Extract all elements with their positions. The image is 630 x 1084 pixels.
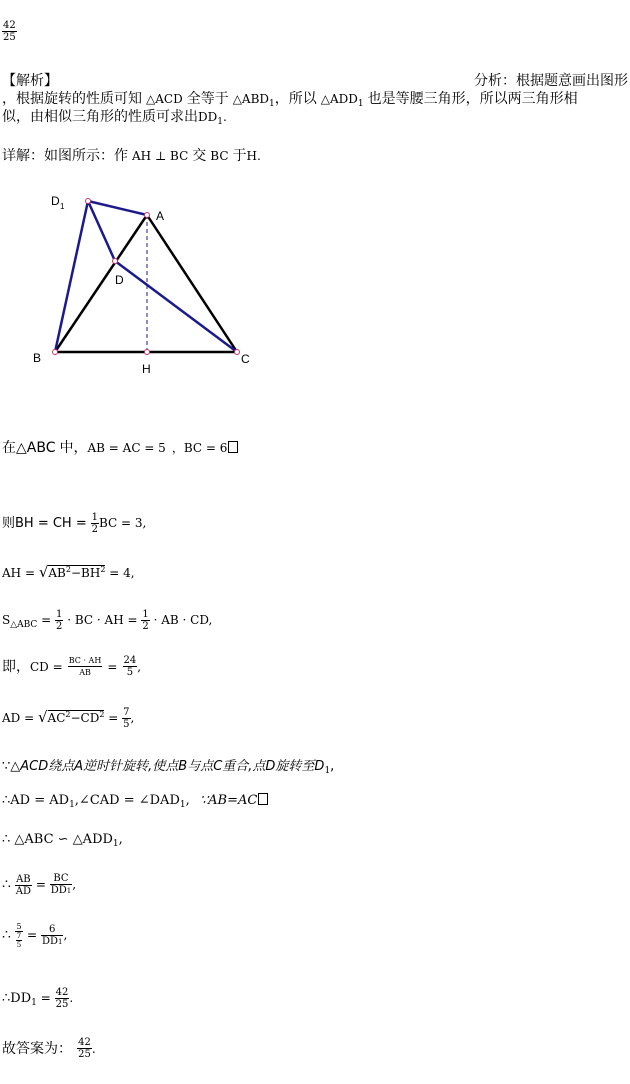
subscript: △ABC [10, 620, 38, 630]
top-answer [2, 20, 17, 43]
label-d: D [115, 273, 124, 287]
fraction [122, 707, 130, 730]
subscript: 1 [179, 800, 186, 810]
math-text: ∴ [2, 927, 11, 943]
missing-glyph-box [228, 441, 238, 453]
fraction [141, 609, 149, 632]
math-text: AD = [2, 711, 35, 725]
math-text: ,∠CAD = ∠DAD [74, 793, 180, 808]
math-text: , [130, 711, 135, 725]
math-text: △ACD [146, 92, 183, 106]
analysis-text: ，所以 [274, 91, 317, 107]
step-text: 即， [2, 659, 30, 675]
segment-ac [147, 215, 237, 352]
detail-text: 交 [192, 148, 207, 164]
sqrt-sign: √ [38, 563, 49, 581]
fraction-denominator: 5 [123, 719, 130, 730]
label-d1: D [51, 194, 60, 208]
math-text: , [63, 928, 68, 942]
step-1 [2, 437, 238, 457]
fraction [41, 924, 64, 948]
math-text: , [137, 660, 142, 674]
fraction-denominator: 25 [55, 999, 69, 1010]
math-text: −CD [70, 711, 100, 725]
fraction-numerator: 7 [16, 932, 22, 940]
analysis-text: 似，由相似三角形的性质可求出 [2, 109, 198, 125]
superscript: 2 [65, 565, 71, 574]
fraction-numerator: 1 [56, 609, 63, 620]
math-text: △ADD [320, 92, 358, 106]
math-text: · AB · CD, [153, 613, 213, 627]
fraction [68, 655, 103, 678]
math-text: AH ⊥ BC [132, 149, 189, 163]
fraction-denominator [41, 936, 64, 948]
subscript: 1 [57, 937, 63, 946]
point-h [145, 350, 150, 355]
fraction-numerator: 42 [78, 1037, 91, 1048]
subscript: 1 [324, 766, 331, 776]
analysis-tag: 【解析】 [2, 73, 58, 89]
fraction-numerator: 42 [55, 987, 69, 998]
analysis-line-3: 似，由相似三角形的性质可求出$DD_1$. [2, 109, 227, 127]
math-text: = [35, 877, 46, 892]
math-text: AB = AC = 5 [87, 441, 166, 455]
fraction [55, 609, 63, 632]
fraction [123, 655, 138, 678]
answer-label: 故答案为： [2, 1041, 72, 1057]
step-text: AH = [2, 566, 35, 580]
math-text: ∴AD = AD [2, 793, 70, 808]
superscript: 2 [99, 710, 105, 719]
fraction-denominator: AB [79, 668, 91, 677]
math-text: −BH [70, 566, 101, 580]
math-text: = [108, 711, 119, 725]
label-a: A [156, 209, 165, 223]
point-d [113, 259, 118, 264]
fraction-denominator: AD [15, 885, 31, 897]
subscript: 1 [66, 887, 72, 895]
superscript: 2 [65, 710, 71, 719]
geometry-figure [0, 180, 300, 400]
analysis-text: 也是等腰三角形，所以两三角形相 [367, 91, 578, 107]
inner-fraction [16, 932, 22, 949]
math-text: H. [246, 149, 261, 163]
math-text: . [69, 991, 74, 1005]
math-text: , [118, 832, 123, 847]
fraction-denominator: 5 [126, 667, 134, 678]
math-text: ∴DD [2, 991, 32, 1006]
analysis-text: 全等于 [186, 91, 229, 107]
label-c: C [241, 352, 250, 366]
segment-d1d [88, 201, 115, 261]
fraction-denominator: 2 [142, 621, 149, 632]
step-4 [2, 609, 212, 632]
fraction-denominator: 25 [3, 32, 16, 43]
subscript: 1 [217, 117, 223, 127]
step-text: BC = 3, [98, 516, 147, 530]
math-text: , [72, 877, 77, 892]
math-text: DD [50, 885, 67, 896]
fraction-numerator: 6 [41, 924, 64, 936]
math-text: ∴ △ABC ∽ △ADD [2, 832, 113, 847]
missing-glyph-box [258, 793, 268, 805]
fraction-numerator: 24 [123, 655, 137, 666]
step-12 [2, 987, 73, 1010]
final-answer [2, 1037, 96, 1060]
detail-line [2, 145, 261, 165]
segment-dc [115, 261, 237, 352]
answer-fraction [77, 1037, 92, 1060]
math-text: S [2, 613, 11, 627]
step-6 [2, 707, 134, 730]
math-text: △ABD [232, 92, 270, 106]
step-3 [2, 563, 135, 581]
step-text: 中， [59, 440, 88, 456]
step-10 [2, 873, 76, 897]
step-7 [2, 755, 334, 776]
math-text: AB [48, 566, 66, 580]
detail-label: 详解：如图所示：作 [2, 148, 128, 164]
fraction-numerator: 7 [123, 707, 130, 718]
step-text: 在△ABC [2, 440, 56, 456]
sqrt-sign: √ [37, 708, 48, 726]
point-d1 [86, 199, 91, 204]
subscript: 1 [357, 99, 364, 109]
step-11 [2, 922, 67, 949]
step-9 [2, 832, 123, 849]
fraction-denominator: 2 [91, 524, 98, 535]
fraction-numerator: 1 [91, 512, 98, 523]
fraction-denominator: 2 [56, 621, 63, 632]
label-b: B [33, 351, 42, 365]
fraction-numerator: 5 [16, 922, 22, 931]
fraction-denominator [15, 932, 23, 949]
step-5 [2, 655, 141, 678]
fraction-denominator: 25 [78, 1049, 91, 1060]
fraction [91, 512, 99, 535]
fraction-numerator: BC · AH [68, 656, 102, 665]
complex-fraction [15, 922, 23, 949]
sqrt-content [48, 710, 105, 725]
subscript: 1 [69, 800, 75, 810]
step-text: ∵△ACD绕点A逆时针旋转,使点B与点C重合,点D旋转至D [2, 759, 325, 774]
math-text: . [91, 1042, 96, 1056]
label-d1-sub: 1 [60, 202, 65, 211]
math-text: BC [210, 149, 229, 163]
fraction-numerator: BC [50, 873, 73, 885]
point-b [53, 350, 58, 355]
math-text: DD [198, 110, 218, 124]
math-text: DD [41, 935, 58, 947]
math-text: = [107, 660, 118, 674]
math-text: · BC · AH = [67, 613, 138, 627]
point-a [145, 213, 150, 218]
fraction-denominator: 5 [16, 941, 22, 949]
step-text: 则BH = CH = [2, 516, 87, 531]
fraction-numerator: 1 [142, 609, 149, 620]
sqrt-content [48, 565, 105, 580]
analysis-text: ，根据旋转的性质可知 [2, 91, 142, 107]
step-text: , [330, 759, 335, 774]
fraction-numerator: AB [16, 873, 31, 885]
math-text: ，BC = 6 [171, 441, 228, 455]
point-c [235, 350, 240, 355]
fraction-denominator [50, 885, 73, 897]
fraction-numerator: 42 [3, 20, 16, 31]
step-2 [2, 512, 146, 535]
analysis-right-text: 分析：根据题意画出图形 [474, 73, 628, 89]
math-text: ∵AB=AC [199, 793, 258, 808]
segment-d1a [88, 201, 147, 215]
math-text: = [27, 928, 38, 942]
math-text: , [185, 793, 190, 808]
step-8 [2, 793, 268, 810]
fraction [55, 987, 70, 1010]
step-text: = 4, [109, 566, 135, 580]
label-h: H [142, 362, 151, 376]
fraction [50, 873, 73, 897]
math-text: ∴ [2, 876, 11, 893]
math-text: AC [47, 711, 66, 725]
subscript: 1 [269, 99, 275, 109]
fraction [15, 874, 32, 897]
subscript: 1 [31, 998, 37, 1008]
detail-text: 于 [232, 148, 247, 164]
math-text: = [40, 991, 51, 1005]
superscript: 2 [100, 565, 106, 574]
subscript: 1 [112, 839, 119, 849]
analysis-line-1 [2, 70, 628, 90]
top-answer-fraction [2, 20, 17, 43]
math-text: CD = [30, 660, 63, 674]
math-text: = [41, 613, 52, 627]
